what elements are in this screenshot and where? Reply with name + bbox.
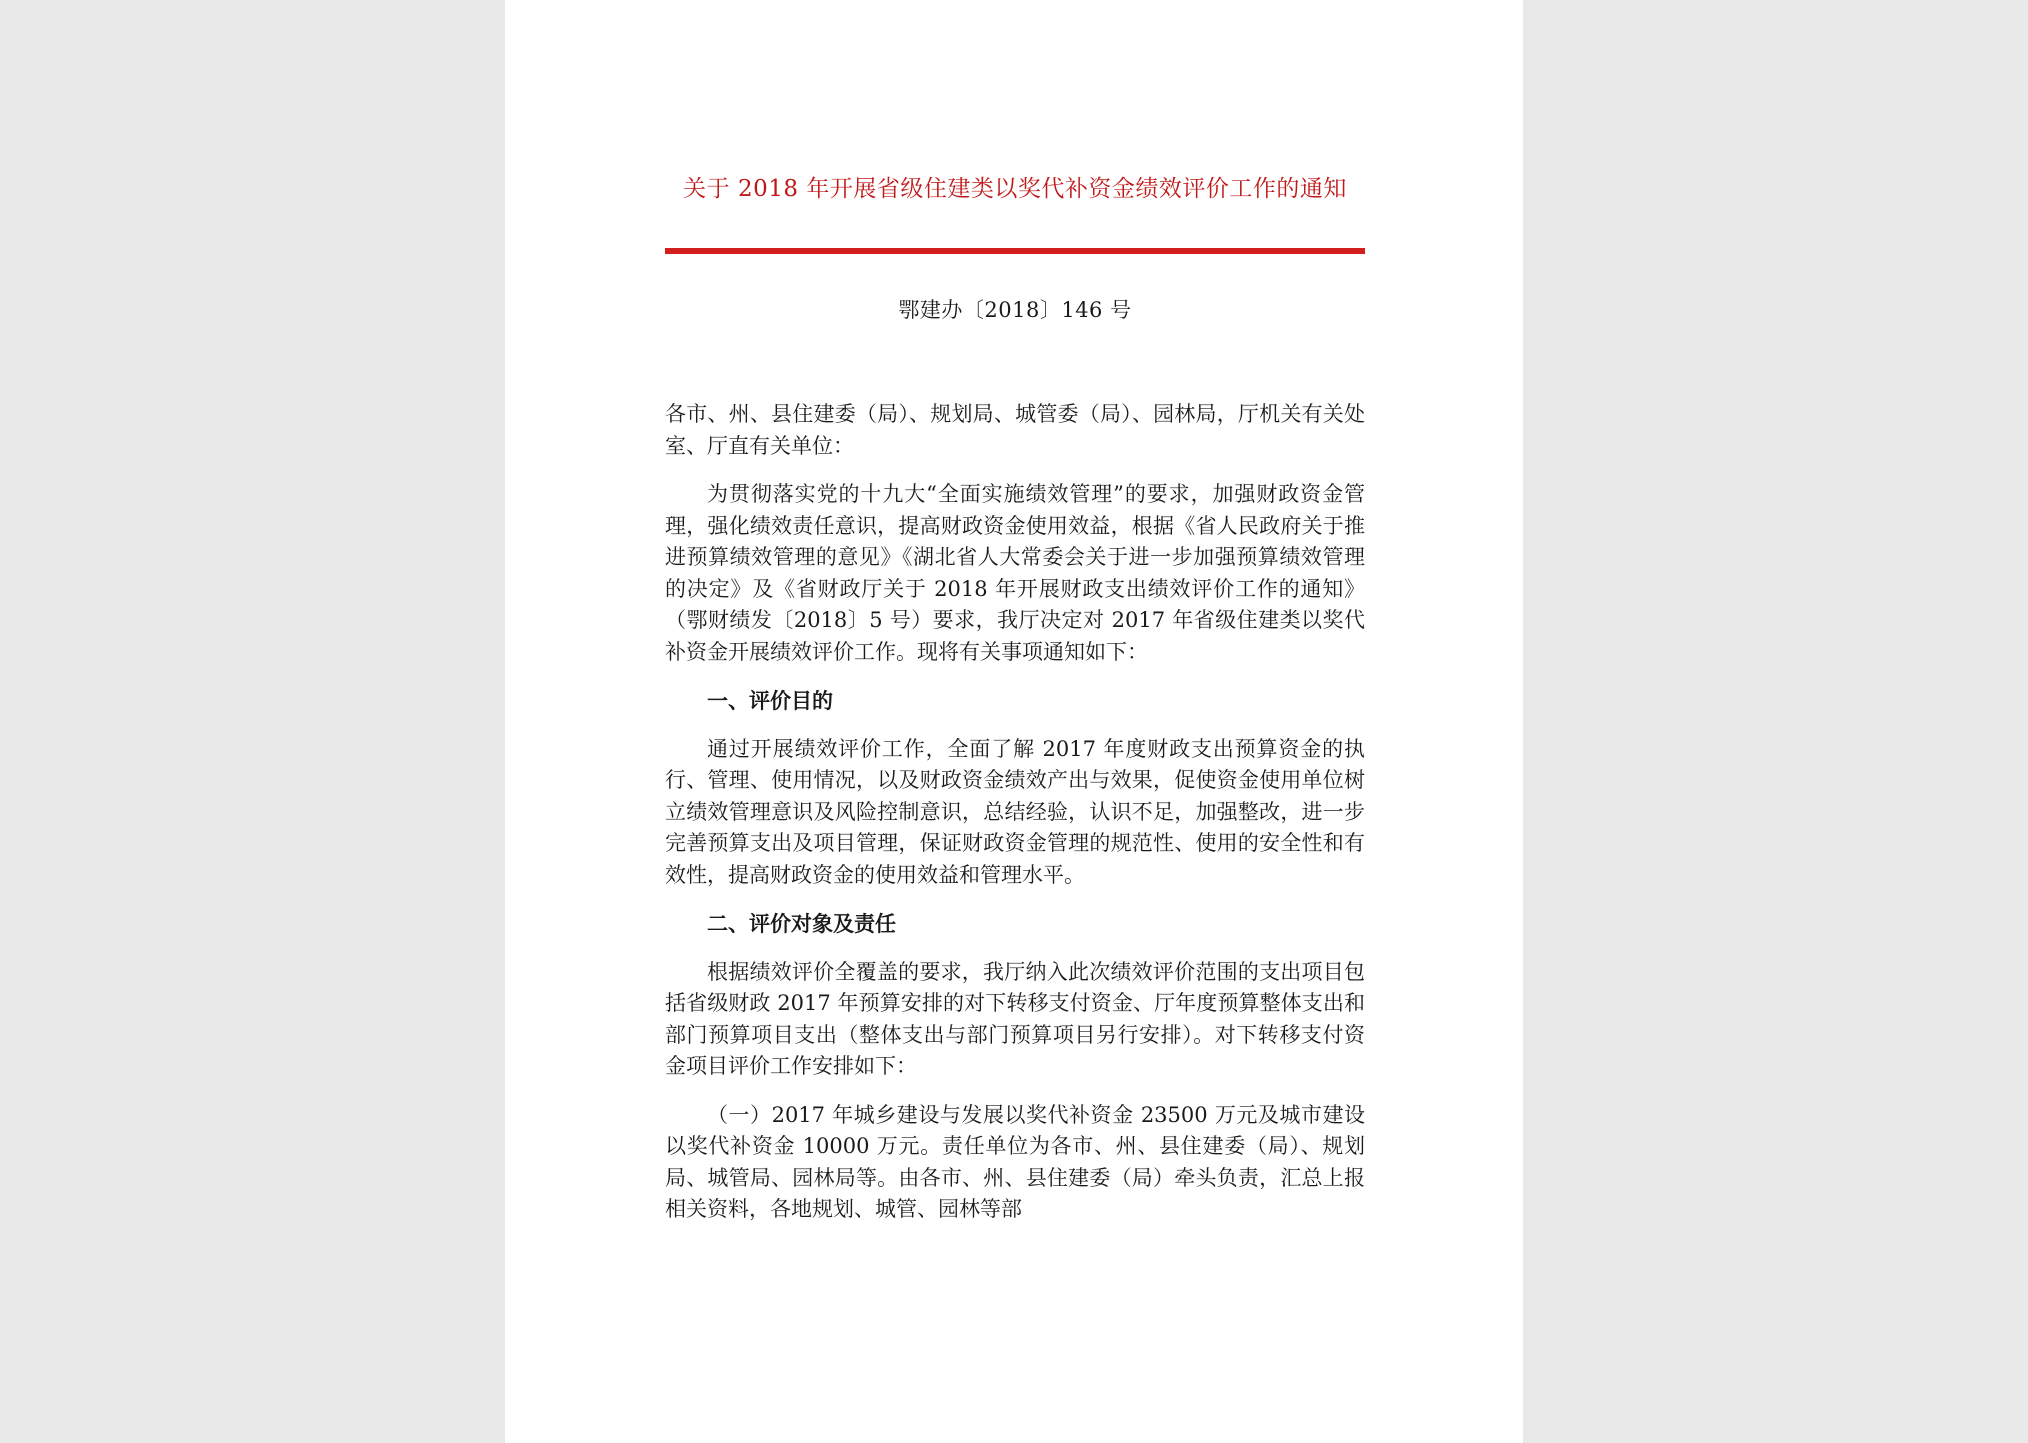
section-heading-purpose: 一、评价目的 xyxy=(707,688,833,713)
document-content xyxy=(665,170,1365,1226)
item-paragraph-1: （一）2017 年城乡建设与发展以奖代补资金 23500 万元及城市建设以奖代补资金 10000 万元。责任单位为各市、州、县住建委（局）、规划局、城管局、园林局等。由各市、州、县住建委（局）牵头负责，汇总上报相关资料，各地规划、城管、园林等部 xyxy=(665,1102,1365,1221)
intro-paragraph: 为贯彻落实党的十九大“全面实施绩效管理”的要求，加强财政资金管理，强化绩效责任意识，提高财政资金使用效益，根据《省人民政府关于推进预算绩效管理的意见》《湖北省人大常委会关于进一步加强预算绩效管理的决定》及《省财政厅关于 2018 年开展财政支出绩效评价工作的通知》（鄂财绩发〔2018〕5 号）要求，我厅决定对 2017 年省级住建类以奖代补资金开展绩效评价工作。现将有关事项通知如下： xyxy=(665,482,1365,664)
section-paragraph-purpose: 通过开展绩效评价工作，全面了解 2017 年度财政支出预算资金的执行、管理、使用情况，以及财政资金绩效产出与效果，促使资金使用单位树立绩效管理意识及风险控制意识，总结经验，认识不足，加强整改，进一步完善预算支出及项目管理，保证财政资金管理的规范性、使用的安全性和有效性，提高财政资金的使用效益和管理水平。 xyxy=(665,736,1365,887)
document-page xyxy=(505,0,1523,1443)
document-body xyxy=(665,399,1365,1226)
section-heading-scope: 二、评价对象及责任 xyxy=(707,911,896,936)
document-number: 鄂建办〔2018〕146 号 xyxy=(898,298,1132,322)
document-title: 关于 2018 年开展省级住建类以奖代补资金绩效评价工作的通知 xyxy=(683,176,1347,202)
salutation-paragraph: 各市、州、县住建委（局）、规划局、城管委（局）、园林局，厅机关有关处室、厅直有关单位： xyxy=(665,402,1365,458)
red-header-rule xyxy=(665,248,1365,254)
section-paragraph-scope: 根据绩效评价全覆盖的要求，我厅纳入此次绩效评价范围的支出项目包括省级财政 2017 年预算安排的对下转移支付资金、厅年度预算整体支出和部门预算项目支出（整体支出与部门预算项目另行安排）。对下转移支付资金项目评价工作安排如下： xyxy=(665,959,1365,1078)
